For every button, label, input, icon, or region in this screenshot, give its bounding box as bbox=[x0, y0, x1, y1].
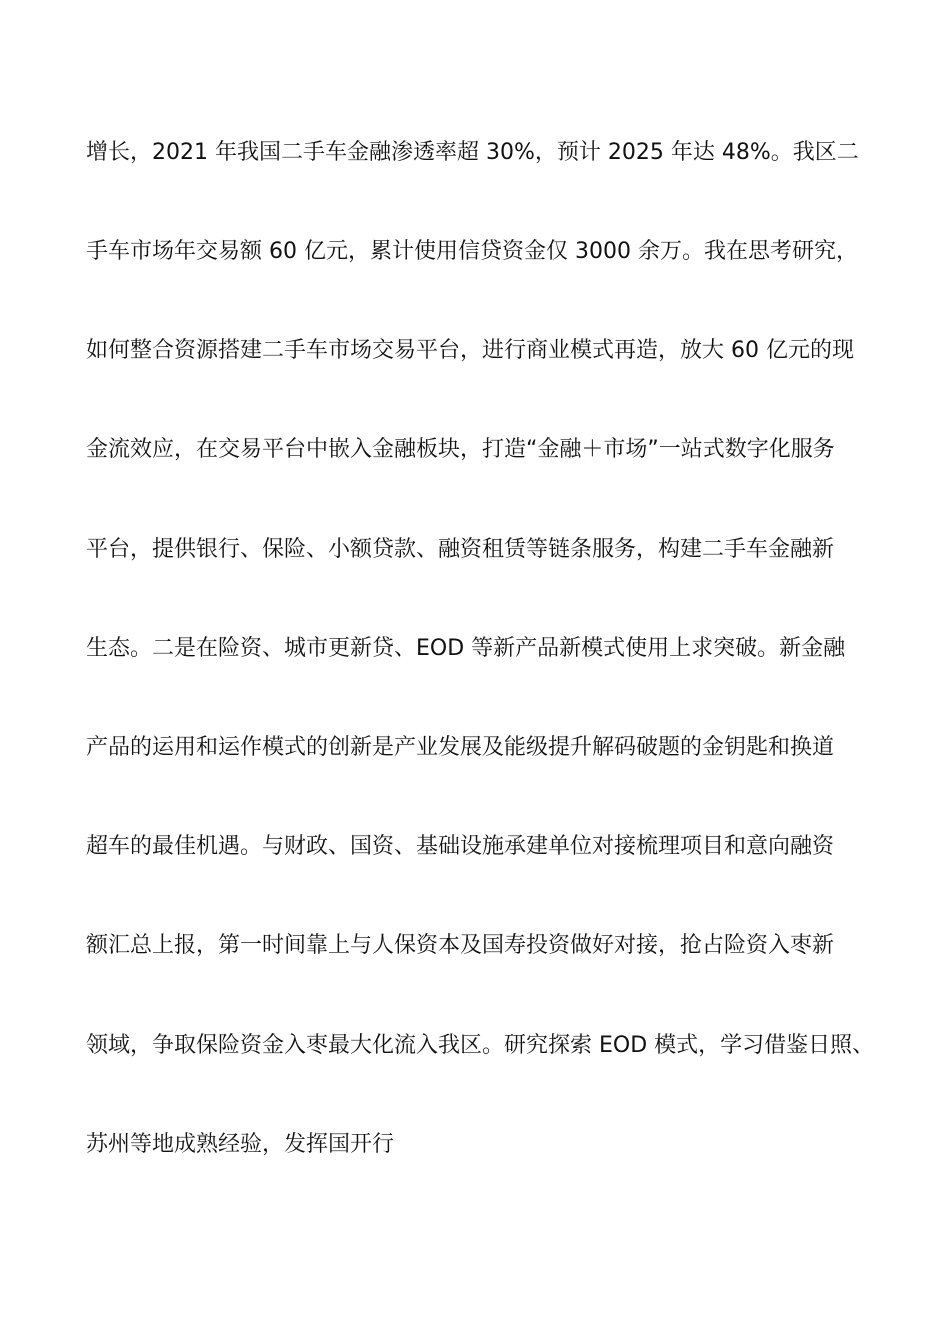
paragraph-line: 如何整合资源搭建二手车市场交易平台，进行商业模式再造，放大 60 亿元的现 bbox=[86, 338, 854, 363]
paragraph-line: 生态。二是在险资、城市更新贷、EOD 等新产品新模式使用上求突破。新金融 bbox=[86, 636, 846, 661]
paragraph-line: 产品的运用和运作模式的创新是产业发展及能级提升解码破题的金钥匙和换道 bbox=[86, 735, 835, 760]
paragraph-line: 额汇总上报，第一时间靠上与人保资本及国寿投资做好对接，抢占险资入枣新 bbox=[86, 933, 835, 958]
paragraph-line: 领域，争取保险资金入枣最大化流入我区。研究探索 EOD 模式，学习借鉴日照、 bbox=[86, 1033, 875, 1058]
paragraph-line: 增长，2021 年我国二手车金融渗透率超 30%，预计 2025 年达 48%。我区二 bbox=[86, 140, 859, 165]
paragraph-line: 金流效应，在交易平台中嵌入金融板块，打造“金融＋市场”一站式数字化服务 bbox=[86, 437, 835, 462]
paragraph-line: 手车市场年交易额 60 亿元，累计使用信贷资金仅 3000 余万。我在思考研究， bbox=[86, 239, 858, 264]
paragraph-line: 苏州等地成熟经验，发挥国开行 bbox=[86, 1132, 395, 1157]
paragraph-line: 平台，提供银行、保险、小额贷款、融资租赁等链条服务，构建二手车金融新 bbox=[86, 537, 835, 562]
paragraph-line: 超车的最佳机遇。与财政、国资、基础设施承建单位对接梳理项目和意向融资 bbox=[86, 834, 835, 859]
